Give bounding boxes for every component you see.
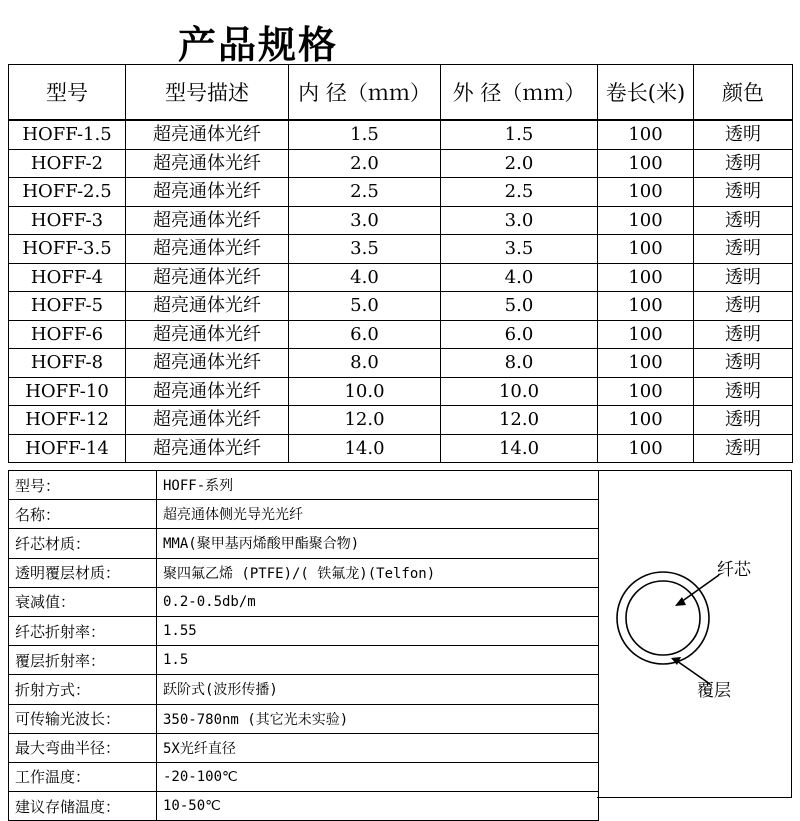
- table-row: [9, 206, 793, 235]
- cell-inner-diameter: 4.0: [289, 263, 441, 292]
- cell-color: 透明: [694, 149, 793, 178]
- cell-description: 超亮通体光纤: [126, 206, 289, 235]
- cell-roll-length: 100: [598, 263, 694, 292]
- cell-outer-diameter: 2.0: [441, 149, 598, 178]
- cell-model: HOFF-14: [9, 434, 126, 463]
- cell-inner-diameter: 10.0: [289, 377, 441, 406]
- info-label: 建议存储温度：: [9, 792, 157, 821]
- cell-roll-length: 100: [598, 120, 694, 149]
- cell-inner-diameter: 14.0: [289, 434, 441, 463]
- table-row: [9, 434, 793, 463]
- cell-model: HOFF-5: [9, 292, 126, 321]
- info-label: 透明覆层材质：: [9, 558, 157, 587]
- cell-description: 超亮通体光纤: [126, 292, 289, 321]
- page-title: 产品规格: [178, 23, 339, 67]
- cell-outer-diameter: 6.0: [441, 320, 598, 349]
- info-row: [9, 762, 599, 791]
- core-circle: [626, 581, 700, 655]
- cell-description: 超亮通体光纤: [126, 178, 289, 207]
- cell-outer-diameter: 12.0: [441, 406, 598, 435]
- cell-outer-diameter: 10.0: [441, 377, 598, 406]
- cell-description: 超亮通体光纤: [126, 235, 289, 264]
- cell-model: HOFF-3: [9, 206, 126, 235]
- cell-outer-diameter: 3.0: [441, 206, 598, 235]
- table-row: [9, 263, 793, 292]
- table-row: [9, 178, 793, 207]
- header-roll-length: 卷长(米): [598, 65, 694, 121]
- cell-inner-diameter: 3.0: [289, 206, 441, 235]
- header-color: 颜色: [694, 65, 793, 121]
- info-value: 0.2-0.5db/m: [157, 587, 599, 616]
- info-value: 超亮通体侧光导光光纤: [157, 500, 599, 529]
- cell-outer-diameter: 2.5: [441, 178, 598, 207]
- cell-model: HOFF-2.5: [9, 178, 126, 207]
- info-value: 1.55: [157, 616, 599, 645]
- table-row: [9, 377, 793, 406]
- cell-roll-length: 100: [598, 377, 694, 406]
- cell-color: 透明: [694, 406, 793, 435]
- cell-color: 透明: [694, 206, 793, 235]
- cell-outer-diameter: 14.0: [441, 434, 598, 463]
- info-row: [9, 616, 599, 645]
- info-row: [9, 471, 599, 500]
- info-label: 型号：: [9, 471, 157, 500]
- info-row: [9, 646, 599, 675]
- cell-inner-diameter: 8.0: [289, 349, 441, 378]
- cell-roll-length: 100: [598, 406, 694, 435]
- info-value: 350-780nm (其它光未实验): [157, 704, 599, 733]
- cell-model: HOFF-6: [9, 320, 126, 349]
- info-label: 名称：: [9, 500, 157, 529]
- info-row: [9, 558, 599, 587]
- cell-roll-length: 100: [598, 178, 694, 207]
- cell-description: 超亮通体光纤: [126, 377, 289, 406]
- info-value: 1.5: [157, 646, 599, 675]
- cell-color: 透明: [694, 434, 793, 463]
- cell-model: HOFF-1.5: [9, 120, 126, 149]
- cell-color: 透明: [694, 235, 793, 264]
- cell-roll-length: 100: [598, 206, 694, 235]
- core-label: 纤芯: [717, 560, 751, 580]
- info-value: -20-100℃: [157, 762, 599, 791]
- info-value: HOFF-系列: [157, 471, 599, 500]
- cell-model: HOFF-8: [9, 349, 126, 378]
- table-row: [9, 292, 793, 321]
- info-row: [9, 704, 599, 733]
- cell-model: HOFF-3.5: [9, 235, 126, 264]
- cell-description: 超亮通体光纤: [126, 320, 289, 349]
- cell-description: 超亮通体光纤: [126, 149, 289, 178]
- info-value: MMA(聚甲基丙烯酸甲酯聚合物): [157, 529, 599, 558]
- cell-description: 超亮通体光纤: [126, 349, 289, 378]
- table-row: [9, 349, 793, 378]
- info-label: 最大弯曲半径：: [9, 733, 157, 762]
- fiber-cross-section-diagram: [597, 470, 792, 797]
- cell-color: 透明: [694, 320, 793, 349]
- info-row: [9, 792, 599, 821]
- cell-model: HOFF-10: [9, 377, 126, 406]
- cladding-circle: [617, 572, 709, 664]
- info-label: 纤芯折射率：: [9, 616, 157, 645]
- cell-color: 透明: [694, 377, 793, 406]
- header-outer-diameter: 外 径（ｍｍ）: [441, 65, 598, 121]
- cell-description: 超亮通体光纤: [126, 263, 289, 292]
- info-row: [9, 675, 599, 704]
- cell-color: 透明: [694, 120, 793, 149]
- cell-inner-diameter: 2.5: [289, 178, 441, 207]
- cell-outer-diameter: 3.5: [441, 235, 598, 264]
- cell-color: 透明: [694, 349, 793, 378]
- header-model: 型号: [9, 65, 126, 121]
- cladding-label: 覆层: [697, 681, 731, 701]
- cell-model: HOFF-4: [9, 263, 126, 292]
- cell-roll-length: 100: [598, 149, 694, 178]
- info-value: 聚四氟乙烯 (PTFE)/( 铁氟龙)(Telfon): [157, 558, 599, 587]
- info-value: 10-50℃: [157, 792, 599, 821]
- cell-inner-diameter: 2.0: [289, 149, 441, 178]
- cell-color: 透明: [694, 263, 793, 292]
- table-row: [9, 320, 793, 349]
- cell-inner-diameter: 1.5: [289, 120, 441, 149]
- info-label: 可传输光波长：: [9, 704, 157, 733]
- cell-outer-diameter: 8.0: [441, 349, 598, 378]
- cell-outer-diameter: 5.0: [441, 292, 598, 321]
- cell-outer-diameter: 4.0: [441, 263, 598, 292]
- header-description: 型号描述: [126, 65, 289, 121]
- info-row: [9, 733, 599, 762]
- table-row: [9, 120, 793, 149]
- cell-inner-diameter: 12.0: [289, 406, 441, 435]
- info-value: 5X光纤直径: [157, 733, 599, 762]
- table-row: [9, 149, 793, 178]
- info-label: 覆层折射率：: [9, 646, 157, 675]
- info-table: [8, 470, 599, 821]
- cell-roll-length: 100: [598, 235, 694, 264]
- info-label: 折射方式：: [9, 675, 157, 704]
- cell-inner-diameter: 5.0: [289, 292, 441, 321]
- cell-roll-length: 100: [598, 349, 694, 378]
- info-value: 跃阶式(波形传播): [157, 675, 599, 704]
- cell-model: HOFF-2: [9, 149, 126, 178]
- cell-inner-diameter: 6.0: [289, 320, 441, 349]
- cell-roll-length: 100: [598, 320, 694, 349]
- cell-inner-diameter: 3.5: [289, 235, 441, 264]
- cell-color: 透明: [694, 178, 793, 207]
- core-arrowhead: [675, 597, 686, 606]
- table-row: [9, 406, 793, 435]
- info-label: 衰减值：: [9, 587, 157, 616]
- spec-table: [8, 64, 793, 463]
- cell-roll-length: 100: [598, 434, 694, 463]
- cell-color: 透明: [694, 292, 793, 321]
- cell-model: HOFF-12: [9, 406, 126, 435]
- info-row: [9, 529, 599, 558]
- info-label: 工作温度：: [9, 762, 157, 791]
- info-label: 纤芯材质：: [9, 529, 157, 558]
- header-inner-diameter: 内 径（ｍｍ）: [289, 65, 441, 121]
- info-row: [9, 500, 599, 529]
- table-row: [9, 235, 793, 264]
- info-row: [9, 587, 599, 616]
- cell-roll-length: 100: [598, 292, 694, 321]
- cell-description: 超亮通体光纤: [126, 406, 289, 435]
- spec-header-row: [9, 65, 793, 121]
- cell-description: 超亮通体光纤: [126, 120, 289, 149]
- cell-outer-diameter: 1.5: [441, 120, 598, 149]
- cell-description: 超亮通体光纤: [126, 434, 289, 463]
